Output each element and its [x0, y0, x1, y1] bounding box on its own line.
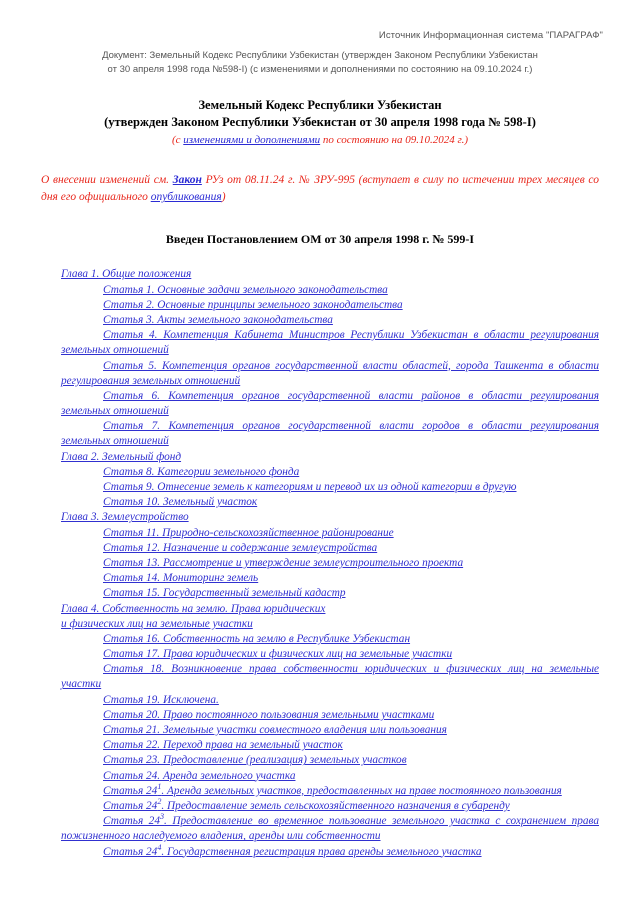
toc-article-link[interactable]: Статья 12. Назначение и содержание землеустройства	[103, 541, 378, 554]
toc-article-link[interactable]: Статья 19. Исключена.	[103, 693, 219, 706]
amendment-status	[35, 133, 605, 148]
toc-article-link[interactable]: Статья 14. Мониторинг земель	[103, 572, 259, 585]
toc-chapter-link[interactable]: Глава 3. Землеустройство	[61, 511, 189, 524]
toc-article-link[interactable]: Статья $24^4$. Государственная регистрация права аренды земельного участка	[103, 842, 482, 858]
toc-article-link[interactable]: Статья 23. Предоставление (реализация) земельных участков	[103, 754, 407, 767]
notice-law-link[interactable]: Закон	[172, 173, 202, 186]
toc-article-link[interactable]: Статья 2. Основные принципы земельного законодательства	[103, 298, 403, 311]
toc-chapter-link[interactable]: Глава 1. Общие положения	[61, 268, 192, 281]
amendment-suffix: по состоянию на 09.10.2024 г.)	[320, 134, 469, 147]
toc-article-link[interactable]: Статья 18. Возникновение права собственности юридических и физических лиц на земельные участки	[61, 663, 599, 691]
notice-text-2: РУз от 08.11.24 г. № ЗРУ-995 (вступает в силу по истечении трех месяцев со дня его официального	[41, 173, 599, 204]
page-subtitle: (утвержден Законом Республики Узбекистан от 30 апреля 1998 года № 598-I)	[104, 114, 536, 129]
page-title: Земельный Кодекс Республики Узбекистан	[198, 97, 442, 112]
notice-text-3: )	[221, 191, 226, 204]
article-superscript: 4	[157, 842, 162, 852]
article-superscript: 2	[157, 797, 162, 807]
document-metadata-line-2: от 30 апреля 1998 года №598-I) (с изменениями и дополнениями по состоянию на 09.10.2024 г.)	[107, 63, 533, 75]
toc-article-link[interactable]: Статья $24^2$. Предоставление земель сельскохозяйственного назначения в субаренду	[103, 797, 510, 812]
toc-article-link[interactable]: Статья 20. Право постоянного пользования земельными участками	[103, 708, 435, 721]
article-superscript: 3	[159, 812, 165, 822]
toc-article-link[interactable]: Статья 1. Основные задачи земельного законодательства	[103, 283, 388, 296]
toc-article-link[interactable]: Статья 4. Компетенция Кабинета Министров Республики Узбекистан в области регулирования земельных отношений	[61, 329, 599, 357]
toc-article-link[interactable]: Статья 7. Компетенция органов государственной власти городов в области регулирования земельных отношений	[61, 420, 599, 448]
toc-article-link[interactable]: Статья $24^3$. Предоставление во временное пользование земельного участка с сохранением права пожизненного наследуемого владения, аренды или собственности	[61, 812, 599, 843]
table-of-contents	[35, 267, 605, 859]
toc-article-link[interactable]: Статья 13. Рассмотрение и утверждение землеустроительного проекта	[103, 556, 464, 569]
toc-article-link[interactable]: Статья 10. Земельный участок	[103, 496, 258, 509]
toc-article-link[interactable]: Статья 8. Категории земельного фонда	[103, 465, 300, 478]
toc-article-link[interactable]: Статья 21. Земельные участки совместного владения или пользования	[103, 724, 447, 736]
toc-article-link[interactable]: Статья 9. Отнесение земель к категориям и перевод их из одной категории в другую	[103, 481, 517, 493]
toc-chapter-link[interactable]: и физических лиц на земельные участки	[61, 617, 253, 630]
source-attribution: Источник Информационная система "ПАРАГРАФ"	[378, 30, 603, 41]
amendment-prefix: (с	[171, 134, 184, 147]
toc-article-link[interactable]: Статья 6. Компетенция органов государственной власти районов в области регулирования земельных отношений	[61, 389, 599, 418]
toc-article-link[interactable]: Статья 17. Права юридических и физических лиц на земельные участки	[103, 648, 453, 661]
toc-chapter-link[interactable]: Глава 4. Собственность на землю. Права юридических	[61, 602, 326, 615]
introduced-by-line: Введен Постановлением ОМ от 30 апреля 1998 г. № 599-I	[165, 232, 475, 247]
toc-article-link[interactable]: Статья 11. Природно-сельскохозяйственное районирование	[103, 526, 394, 539]
amendment-notice	[35, 172, 605, 207]
article-superscript: 1	[157, 781, 162, 791]
document-metadata-line-1: Документ: Земельный Кодекс Республики Узбекистан (утвержден Законом Республики Узбекистан	[102, 50, 538, 61]
toc-article-link[interactable]: Статья $24^1$. Аренда земельных участков, предоставленных на праве постоянного пользования	[103, 781, 562, 797]
toc-article-link[interactable]: Статья 3. Акты земельного законодательства	[103, 313, 333, 326]
document-metadata	[35, 49, 605, 77]
toc-chapter-link[interactable]: Глава 2. Земельный фонд	[61, 450, 182, 463]
amendment-link[interactable]: изменениями и дополнениями	[183, 134, 321, 147]
toc-article-link[interactable]: Статья 24. Аренда земельного участка	[103, 769, 296, 782]
toc-article-link[interactable]: Статья 16. Собственность на землю в Республике Узбекистан	[103, 632, 411, 645]
notice-publication-link[interactable]: опубликования	[150, 191, 222, 204]
toc-article-link[interactable]: Статья 5. Компетенция органов государственной власти областей, города Ташкента в области регулирования земельных отношений	[61, 359, 599, 387]
toc-article-link[interactable]: Статья 15. Государственный земельный кадастр	[103, 587, 346, 600]
toc-article-link[interactable]: Статья 22. Переход права на земельный участок	[103, 739, 343, 752]
document-title-block	[35, 97, 605, 148]
notice-text-1: О внесении изменений см.	[41, 173, 173, 186]
